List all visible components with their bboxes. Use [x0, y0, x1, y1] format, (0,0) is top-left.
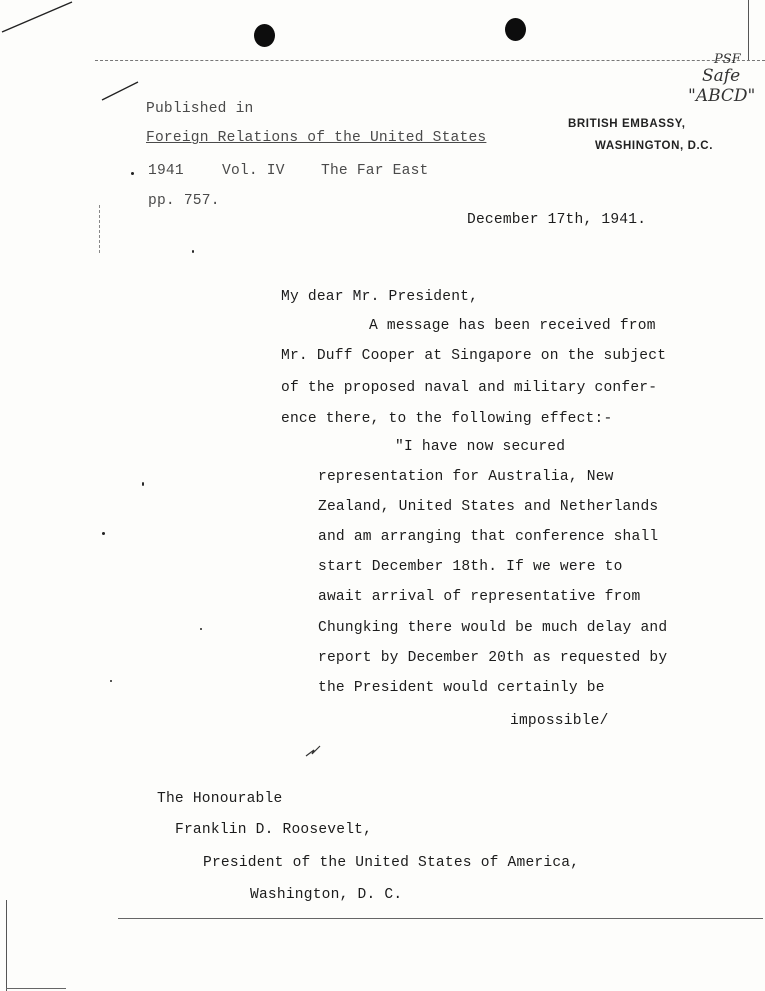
- salutation: My dear Mr. President,: [281, 289, 479, 305]
- quote-line: start December 18th. If we were to: [318, 559, 623, 575]
- body-line: of the proposed naval and military confer-: [281, 380, 658, 396]
- addressee-title: President of the United States of America,: [203, 855, 580, 871]
- addressee-honorific: The Honourable: [157, 791, 283, 807]
- addressee-city: Washington, D. C.: [250, 887, 403, 903]
- handwritten-psf: PSF: [714, 52, 741, 67]
- addressee-name: Franklin D. Roosevelt,: [175, 822, 373, 838]
- right-edge-line: [748, 0, 749, 60]
- published-volume: Vol. IV: [222, 163, 285, 179]
- speck: [200, 628, 202, 630]
- corner-pen-stroke: [0, 0, 80, 40]
- continuation-word: impossible/: [510, 713, 609, 729]
- punch-hole-left: [254, 24, 275, 47]
- speck: [131, 172, 134, 175]
- speck: [110, 680, 112, 682]
- quote-line: and am arranging that conference shall: [318, 529, 659, 545]
- handwritten-abcd: "ABCD": [688, 86, 756, 106]
- quote-line: Chungking there would be much delay and: [318, 620, 668, 636]
- quote-line: await arrival of representative from: [318, 589, 641, 605]
- body-line: ence there, to the following effect:-: [281, 411, 613, 427]
- published-source-title: Foreign Relations of the United States: [146, 130, 487, 146]
- quote-line: Zealand, United States and Netherlands: [318, 499, 659, 515]
- published-in-label: Published in: [146, 101, 254, 117]
- top-edge-line: [95, 60, 765, 61]
- speck: [102, 532, 105, 535]
- speck: [192, 250, 194, 253]
- letterhead-city: WASHINGTON, D.C.: [595, 140, 714, 152]
- speck: [142, 482, 144, 486]
- published-year: 1941: [148, 163, 184, 179]
- quote-line: report by December 20th as requested by: [318, 650, 668, 666]
- bottom-edge-line-left: [6, 988, 66, 989]
- punch-hole-right: [505, 18, 526, 41]
- body-line: A message has been received from: [369, 318, 656, 334]
- left-margin-mark: [99, 205, 100, 253]
- handwritten-safe: Safe: [702, 66, 741, 86]
- quote-line: the President would certainly be: [318, 680, 605, 696]
- body-line: Mr. Duff Cooper at Singapore on the subject: [281, 348, 667, 364]
- published-volume-title: The Far East: [321, 163, 429, 179]
- bottom-edge-line: [118, 918, 763, 919]
- letter-date: December 17th, 1941.: [467, 212, 647, 228]
- letterhead-embassy: BRITISH EMBASSY,: [568, 118, 686, 130]
- ink-scribble: [300, 738, 330, 762]
- quote-line: representation for Australia, New: [318, 469, 614, 485]
- quote-line: "I have now secured: [395, 439, 566, 455]
- bottom-left-edge-line: [6, 900, 7, 991]
- margin-pen-stroke: [98, 76, 148, 106]
- published-pages: pp. 757.: [148, 193, 220, 209]
